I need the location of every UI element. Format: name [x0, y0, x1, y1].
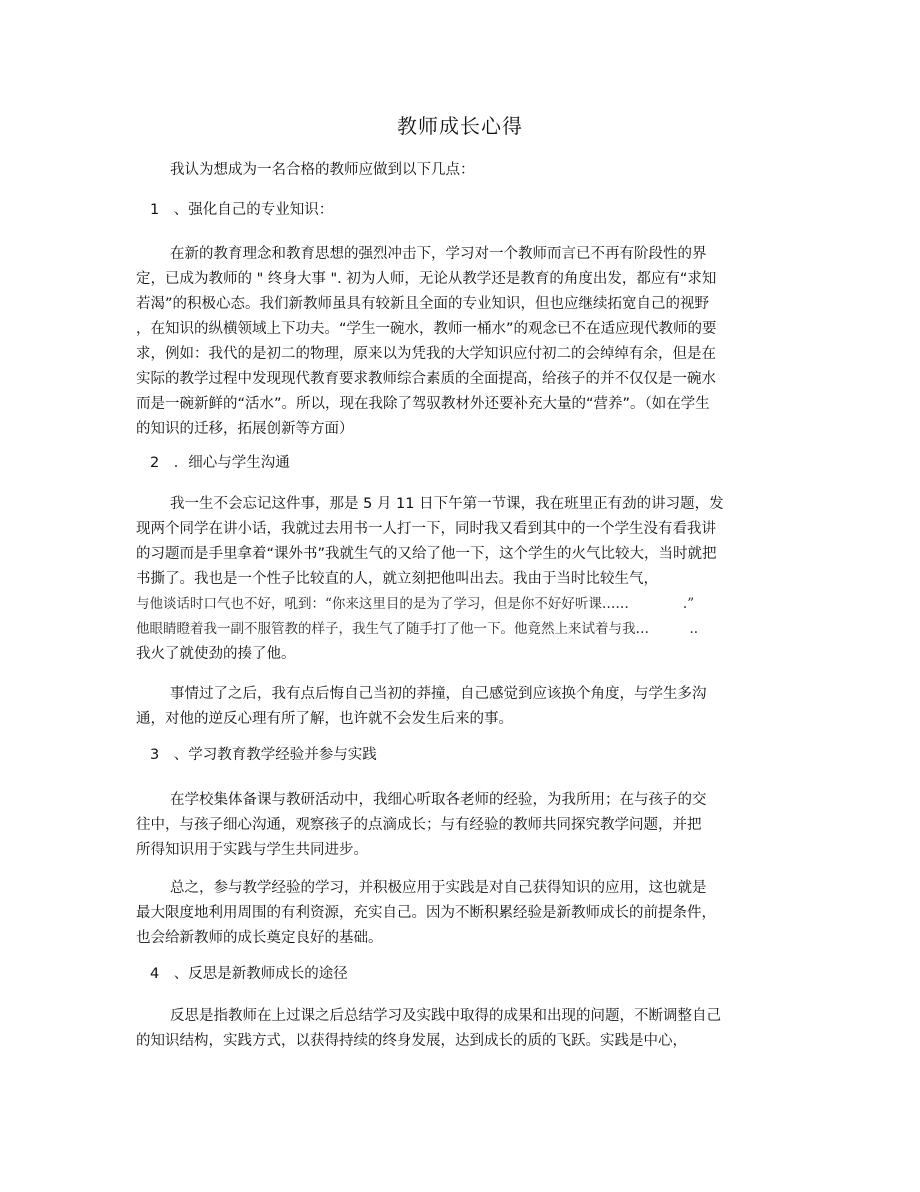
section-3-paragraph-1: [136, 788, 736, 863]
paragraph-line: 事情过了之后，我有点后悔自己当初的莽撞，自己感觉到应该换个角度，与学生多沟: [170, 686, 707, 702]
paragraph-line: 现两个同学在讲小话，我就过去用书一人打一下，同时我又看到其中的一个学生没有看我讲: [136, 521, 716, 537]
paragraph-line: 我一生不会忘记这件事，那是 5 月 11 日下午第一节课，我在班里正有劲的讲习题，发: [170, 496, 724, 512]
paragraph-line: 的知识结构，实践方式，以获得持续的终身发展，达到成长的质的飞跃。实践是中心，: [136, 1033, 687, 1049]
paragraph-line: 求，例如：我代的是初二的物理，原来以为凭我的大学知识应付初二的会绰绰有余，但是在: [136, 346, 716, 362]
section-3-heading: 3 、学习教育教学经验并参与实践: [150, 747, 377, 763]
intro-paragraph: [136, 158, 736, 183]
paragraph-line: 而是一碗新鲜的“活水”。所以，现在我除了驾驭教材外还要补充大量的“营养”。（如在学生: [136, 396, 710, 412]
paragraph-line: 通，对他的逆反心理有所了解，也许就不会发生后来的事。: [136, 711, 513, 727]
section-1-heading: 1 、强化自己的专业知识：: [150, 202, 334, 218]
intro-line: 我认为想成为一名合格的教师应做到以下几点：: [170, 162, 475, 178]
paragraph-line: 反思是指教师在上过课之后总结学习及实践中取得的成果和出现的问题，不断调整自己: [170, 1008, 721, 1024]
paragraph-line: ，在知识的纵横领域上下功夫。“学生一碗水，教师一桶水”的观念已不在适应现代教师的要: [136, 321, 717, 337]
section-1-paragraph: [136, 242, 736, 442]
paragraph-line: 也会给新教师的成长奠定良好的基础。: [136, 930, 383, 946]
section-2-heading: 2 ．细心与学生沟通: [150, 455, 290, 471]
paragraph-line: 的知识的迁移，拓展创新等方面）: [136, 421, 354, 437]
paragraph-line: 总之，参与教学经验的学习，并积极应用于实践是对自己获得知识的应用，这也就是: [170, 880, 707, 896]
section-2-paragraph-2: [136, 682, 736, 732]
paragraph-line: 若渴”的积极心态。我们新教师虽具有较新且全面的专业知识，但也应继续拓宽自己的视野: [136, 296, 710, 312]
paragraph-line: 实际的教学过程中发现现代教育要求教师综合素质的全面提高，给孩子的并不仅仅是一碗水: [136, 371, 716, 387]
paragraph-line: 的习题而是手里拿着“课外书”我就生气的又给了他一下，这个学生的火气比较大，当时就把: [136, 546, 717, 562]
paragraph-line: 最大限度地利用周围的有利资源，充实自己。因为不断积累经验是新教师成长的前提条件，: [136, 905, 716, 921]
section-4-paragraph: [136, 1004, 736, 1054]
paragraph-line: 我火了就使劲的揍了他。: [136, 646, 296, 662]
paragraph-line: 与他谈话时口气也不好，吼到：“你来这里目的是为了学习，但是你不好好听课…… .”: [136, 596, 695, 612]
section-3-paragraph-2: [136, 876, 736, 951]
paragraph-line: 在新的教育理念和教育思想的强烈冲击下，学习对一个教师而言已不再有阶段性的界: [170, 246, 707, 262]
paragraph-line: 书撕了。我也是一个性子比较直的人，就立刻把他叫出去。我由于当时比较生气，: [136, 571, 658, 587]
document-title: 教师成长心得: [397, 114, 523, 138]
paragraph-line: 定，已成为教师的 " 终身大事 ". 初为人师，无论从教学还是教育的角度出发，都应有“求知: [136, 271, 717, 287]
paragraph-line: 往中，与孩子细心沟通，观察孩子的点滴成长；与有经验的教师共同探究教学问题，并把: [136, 817, 702, 833]
paragraph-line: 在学校集体备课与教研活动中，我细心听取各老师的经验，为我所用；在与孩子的交: [170, 792, 707, 808]
section-2-paragraph-1: [136, 492, 736, 667]
paragraph-line: 他眼睛瞪着我一副不服管教的样子，我生气了随手打了他一下。他竟然上来试着与我… ..: [136, 621, 699, 637]
section-4-heading: 4 、反思是新教师成长的途径: [150, 966, 348, 982]
paragraph-line: 所得知识用于实践与学生共同进步。: [136, 842, 368, 858]
